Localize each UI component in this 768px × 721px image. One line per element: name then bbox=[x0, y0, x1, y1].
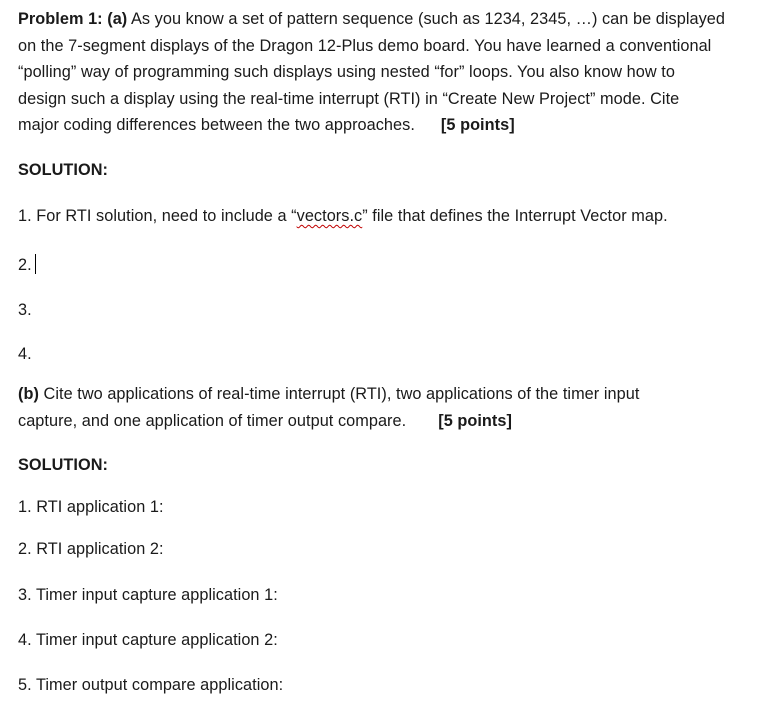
question-text: major coding differences between the two approaches. bbox=[18, 116, 415, 134]
answer-line-1[interactable] bbox=[18, 205, 668, 227]
answer-text: ” file that defines the Interrupt Vector map. bbox=[362, 207, 668, 225]
answer-text: 1. For RTI solution, need to include a “ bbox=[18, 207, 297, 225]
question-line: on the 7-segment displays of the Dragon 12-Plus demo board. You have learned a conventional bbox=[18, 36, 712, 55]
part-a-question bbox=[18, 6, 758, 139]
question-line bbox=[18, 381, 758, 408]
spellcheck-word[interactable]: vectors.c bbox=[296, 207, 363, 225]
solution-heading: SOLUTION: bbox=[18, 161, 108, 179]
question-line bbox=[18, 6, 758, 33]
answer-line-2[interactable] bbox=[18, 254, 36, 276]
part-b-question bbox=[18, 381, 758, 434]
question-text: As you know a set of pattern sequence (such as 1234, 2345, …) can be displayed bbox=[130, 10, 725, 28]
question-line bbox=[18, 112, 758, 139]
problem-label: Problem 1: bbox=[18, 10, 103, 28]
part-b-label: (b) bbox=[18, 385, 39, 403]
answer-line-b5[interactable]: 5. Timer output compare application: bbox=[18, 676, 284, 694]
question-text: capture, and one application of timer output compare. bbox=[18, 411, 407, 430]
points-label: [5 points] bbox=[440, 116, 515, 134]
points-label: [5 points] bbox=[438, 411, 512, 430]
text-cursor bbox=[35, 254, 36, 274]
answer-line-b2[interactable]: 2. RTI application 2: bbox=[18, 540, 164, 558]
answer-line-4[interactable]: 4. bbox=[18, 345, 32, 363]
answer-line-b3[interactable]: 3. Timer input capture application 1: bbox=[18, 586, 278, 604]
question-line bbox=[18, 408, 758, 435]
part-a-label: (a) bbox=[107, 10, 128, 28]
answer-line-b4[interactable]: 4. Timer input capture application 2: bbox=[18, 631, 278, 649]
answer-number: 2. bbox=[18, 256, 32, 274]
answer-line-b1[interactable]: 1. RTI application 1: bbox=[18, 498, 164, 516]
question-line: design such a display using the real-time interrupt (RTI) in “Create New Project” mode. Cite bbox=[18, 89, 680, 108]
question-line: “polling” way of programming such displays using nested “for” loops. You also know how to bbox=[18, 63, 675, 81]
question-text: Cite two applications of real-time interrupt (RTI), two applications of the timer input bbox=[43, 385, 640, 403]
solution-heading: SOLUTION: bbox=[18, 456, 108, 474]
answer-line-3[interactable]: 3. bbox=[18, 301, 32, 319]
